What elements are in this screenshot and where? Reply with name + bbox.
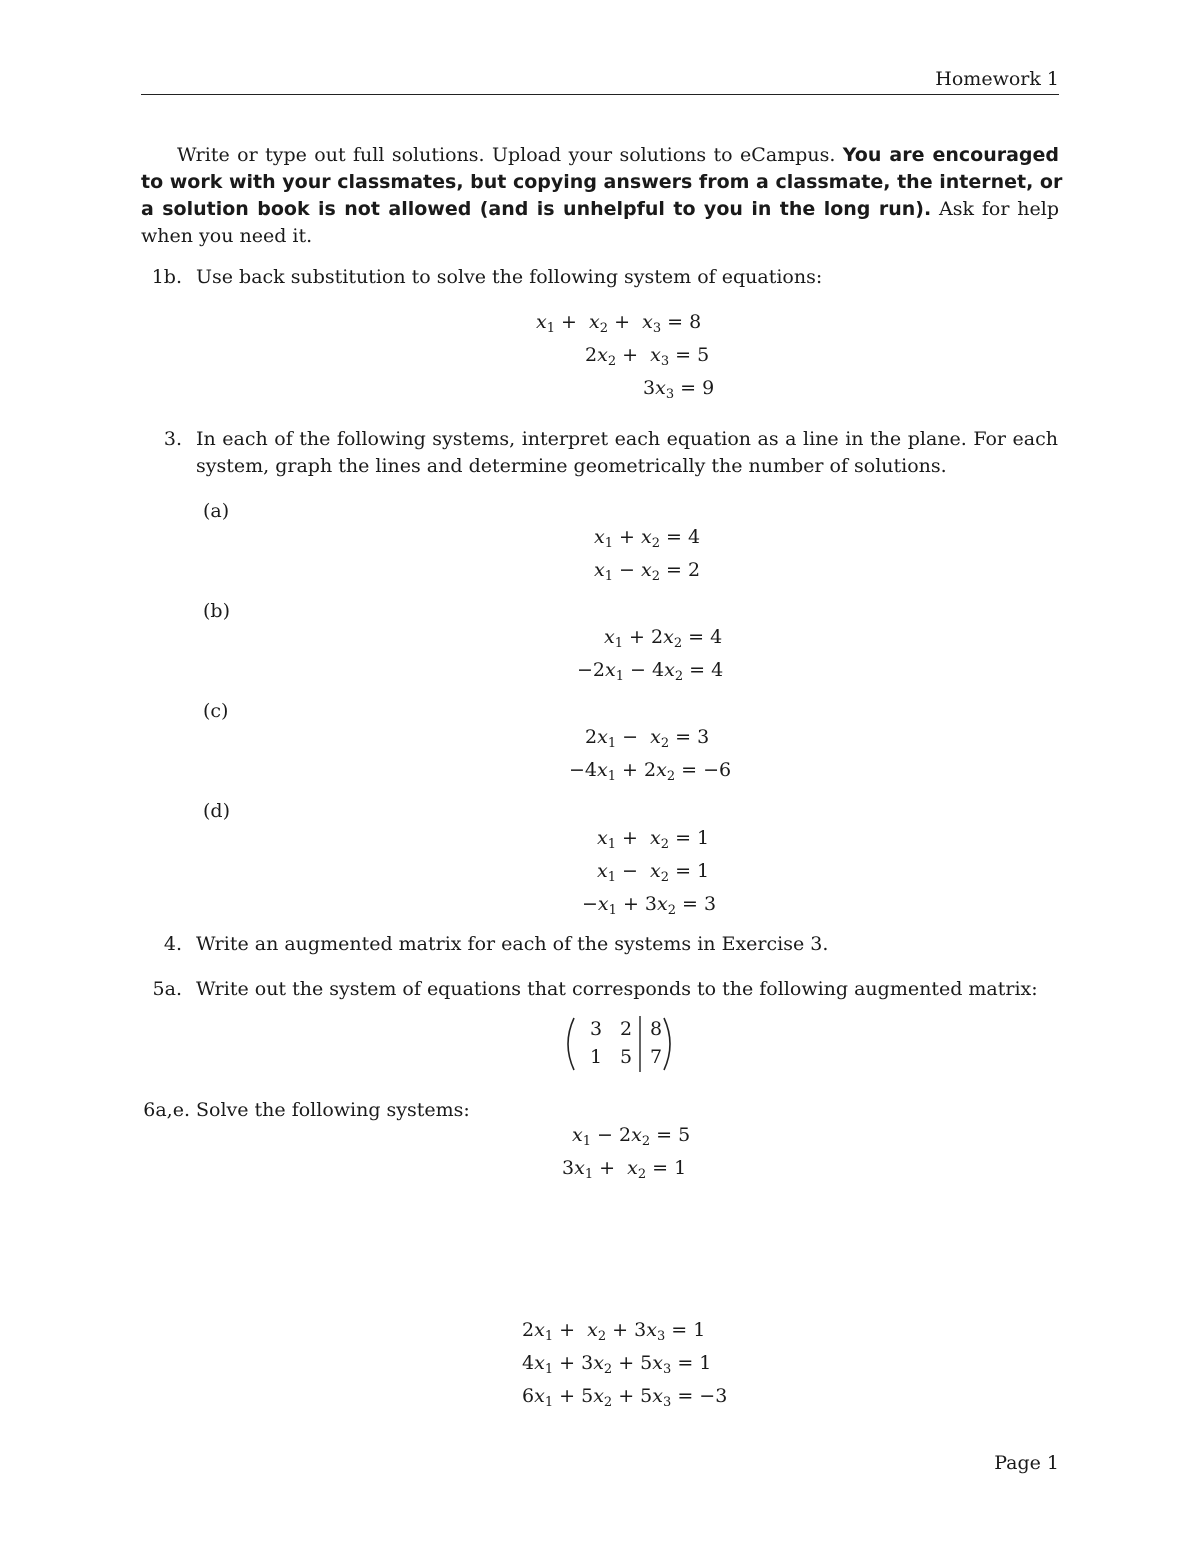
intro-line1-bold: You are encouraged (842, 144, 1059, 166)
intro-paragraph (141, 142, 1063, 250)
problem-5a-text: Write out the system of equations that corresponds to the following augmented matrix: (196, 978, 1038, 1000)
equation: $-2x_1 - 4x_2 = 4$ (577, 659, 724, 684)
part-b-label: (b) (203, 600, 230, 622)
equation: $x_1 - x_2 = 2$ (594, 559, 701, 584)
intro-line1-plain: Write or type out full solutions. Upload your solutions to eCampus. (177, 144, 836, 166)
problem-4-text: Write an augmented matrix for each of the systems in Exercise 3. (196, 933, 829, 955)
equation: $-x_1 + 3x_2 = 3$ (582, 893, 717, 918)
problem-3-line-1: In each of the following systems, interpret each equation as a line in the plane. For each (196, 428, 1058, 450)
problem-6-number: 6a,e. (143, 1099, 190, 1121)
equation: $3x_1 + x_2 = 1$ (562, 1157, 687, 1182)
intro-line3-bold: a solution book is not allowed (and is unhelpful to you in the long run). (141, 198, 932, 220)
equation: $2x_2 + x_3 = 5$ (585, 344, 710, 369)
matrix-cell: 7 (650, 1046, 663, 1068)
problem-6-text: Solve the following systems: (196, 1099, 470, 1121)
equation: $2x_1 + x_2 + 3x_3 = 1$ (522, 1319, 706, 1344)
problem-3-number: 3. (163, 428, 182, 450)
problem-5a-number: 5a. (152, 978, 182, 1000)
intro-line-1 (141, 142, 1059, 169)
matrix-cell: 8 (650, 1018, 663, 1040)
equation: $x_1 + x_2 = 4$ (594, 526, 701, 551)
part-d-label: (d) (203, 800, 230, 822)
part-a-label: (a) (203, 500, 230, 522)
equation: $2x_1 - x_2 = 3$ (585, 726, 710, 751)
header-rule (141, 94, 1059, 95)
matrix-cell: 5 (620, 1046, 633, 1068)
problem-1b-number: 1b. (151, 266, 182, 288)
problem-3-line-2: system, graph the lines and determine geometrically the number of solutions. (196, 455, 947, 477)
part-c-label: (c) (203, 700, 229, 722)
intro-line3-plain: Ask for help (939, 198, 1059, 220)
matrix-cell: 3 (590, 1018, 603, 1040)
equation: $x_1 - x_2 = 1$ (597, 860, 710, 885)
page-number: Page 1 (994, 1452, 1059, 1474)
problem-1b-text: Use back substitution to solve the following system of equations: (196, 266, 823, 288)
equation: $3x_3 = 9$ (643, 377, 715, 402)
problem-3-text (196, 426, 1058, 480)
equation: $4x_1 + 3x_2 + 5x_3 = 1$ (522, 1352, 712, 1377)
problem-4-number: 4. (163, 933, 182, 955)
equation: $6x_1 + 5x_2 + 5x_3 = -3$ (522, 1385, 728, 1410)
equation: $x_1 - 2x_2 = 5$ (572, 1124, 691, 1149)
equation: $x_1 + x_2 = 1$ (597, 827, 710, 852)
intro-line-3 (141, 196, 1059, 223)
equation: $x_1 + x_2 + x_3 = 8$ (536, 311, 702, 336)
intro-line-4: when you need it. (141, 225, 313, 247)
matrix-cell: 2 (620, 1018, 633, 1040)
matrix-cell: 1 (590, 1046, 603, 1068)
equation: $x_1 + 2x_2 = 4$ (604, 626, 723, 651)
intro-line-2: to work with your classmates, but copying answers from a classmate, the internet, or (141, 171, 1063, 193)
augmented-matrix (560, 1012, 690, 1076)
header-title: Homework 1 (935, 68, 1059, 90)
equation: $-4x_1 + 2x_2 = -6$ (569, 759, 732, 784)
